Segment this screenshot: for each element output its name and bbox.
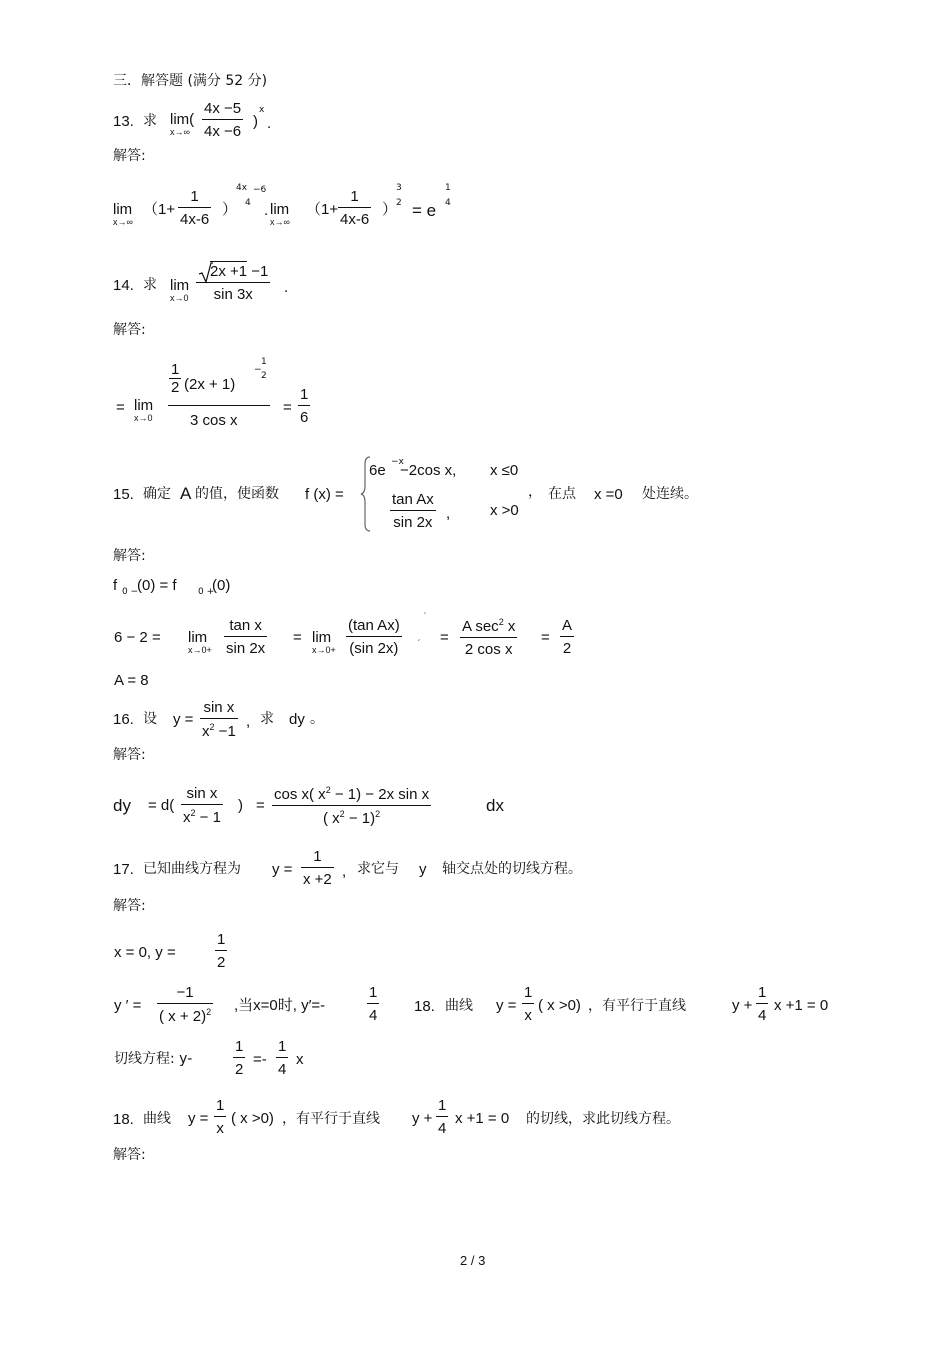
open-paren: （1+	[306, 201, 339, 218]
fraction: 4x −5 4x −6	[204, 100, 242, 140]
exponent: 2	[396, 198, 402, 208]
question-text: 处连续。	[642, 486, 698, 502]
function-name: y =	[496, 997, 517, 1014]
derivative-fraction: −1 ( x + 2)$^2$	[159, 984, 212, 1025]
line-equation: y +	[732, 997, 753, 1014]
question-number: 15.	[113, 486, 134, 503]
fraction: 1 x	[216, 1097, 225, 1137]
answer-label: 解答:	[113, 322, 146, 338]
derivative-fraction: (tan Ax) (sin 2x)	[348, 617, 400, 657]
condition: ( x >0)	[231, 1110, 274, 1127]
section-heading: 三．解答题 (满分 52 分)	[113, 73, 268, 89]
fraction-denominator: 3 cos x	[190, 412, 238, 429]
question-text: ，有平行于直线	[588, 998, 686, 1014]
case-condition: x >0	[490, 502, 519, 519]
exponent: 4	[245, 198, 251, 208]
comma: ,	[246, 713, 251, 730]
answer-label: 解答:	[113, 747, 146, 763]
question-text: 的切线，求此切线方程。	[526, 1111, 680, 1127]
fraction: 1 4	[438, 1097, 447, 1137]
answer-label: 解答:	[113, 898, 146, 914]
question-text: 的值，使函数	[195, 486, 279, 502]
equals-sign: =	[256, 797, 265, 814]
radicand: 2x +1	[210, 263, 248, 280]
function-name: y =	[272, 861, 293, 878]
subscript: 0 +	[198, 587, 215, 597]
half-fraction: 1 2	[171, 361, 180, 396]
differential: dy	[289, 711, 305, 728]
fraction: 1 4x-6	[180, 188, 210, 228]
limit-operator: lim( x→∞	[170, 111, 195, 137]
function-name: y =	[173, 711, 194, 728]
limit-operator: lim x→0+	[188, 629, 212, 655]
question-number: 16.	[113, 711, 134, 728]
period: .	[267, 115, 272, 132]
fraction: sin x $x^2 - 1$	[183, 785, 221, 826]
period: 。	[310, 711, 324, 727]
solution-line: ,当x=0时, y′=-	[234, 997, 326, 1014]
result-fraction: 1 6	[300, 386, 309, 426]
fraction: A $\sec^2 x$ 2 cos x	[462, 617, 516, 658]
solution-line: (0) = f	[137, 577, 177, 594]
question-number: 17.	[113, 861, 134, 878]
line-equation: x +1 = 0	[774, 997, 829, 1014]
exponent: −6	[253, 185, 267, 195]
question-text: 曲线	[445, 998, 473, 1014]
solution-line: x = 0, y =	[114, 944, 176, 961]
fraction: 1 x +2	[303, 848, 332, 888]
limit-operator: lim x→0	[134, 397, 154, 423]
line-equation: y +	[412, 1110, 433, 1127]
prime-mark: ′	[424, 612, 427, 622]
dot-operator: .	[264, 202, 269, 219]
limit-operator: lim x→0	[170, 277, 190, 303]
case-condition: x ≤0	[490, 462, 519, 479]
condition: ( x >0)	[538, 997, 581, 1014]
exponent: 4x	[236, 183, 248, 193]
differential: dy	[113, 796, 131, 815]
parenthesized-term: (2x + 1)	[184, 376, 236, 393]
function-name: y =	[188, 1110, 209, 1127]
equals-sign: =	[116, 399, 125, 416]
comma: ,	[342, 863, 347, 880]
exponent: −	[254, 365, 262, 375]
variable: x	[296, 1051, 304, 1068]
comma: ，	[528, 484, 542, 500]
exponent: 1	[261, 357, 267, 367]
equals-sign: = d(	[148, 797, 175, 814]
limit-operator: lim x→∞	[113, 201, 133, 227]
question-number: 14.	[113, 277, 134, 294]
solution-line: f	[113, 577, 118, 594]
page-number: 2 / 3	[460, 1253, 486, 1268]
fraction: 1 2	[217, 931, 226, 971]
close-paren: )	[238, 797, 243, 814]
exponent: 3	[396, 183, 402, 193]
exponent: 2	[261, 371, 267, 381]
question-text: 求它与	[357, 861, 399, 877]
case-expression: −2cos x,	[400, 462, 457, 479]
limit-operator: lim x→0+	[312, 629, 336, 655]
question-number: 18.	[113, 1111, 134, 1128]
fraction: 1 4	[758, 984, 767, 1024]
question-verb: 求	[143, 277, 157, 293]
question-verb: 设	[143, 711, 157, 727]
question-verb: 求	[260, 711, 274, 727]
solution-line: (0)	[212, 577, 231, 594]
equals-result: = e	[412, 201, 437, 220]
close-paren: ）	[222, 201, 238, 218]
limit-operator: lim x→∞	[270, 201, 290, 227]
question-number: 18.	[414, 998, 435, 1015]
fraction: tan x sin 2x	[226, 617, 266, 657]
exponent: x	[259, 105, 265, 115]
question-text: 轴交点处的切线方程。	[442, 861, 582, 877]
equals-sign: =	[541, 629, 550, 646]
case-fraction: tan Ax sin 2x	[392, 491, 434, 531]
fraction: 2x +1 −1 sin 3x	[196, 264, 270, 302]
equals-sign: =	[293, 629, 302, 646]
solution-line: A = 8	[114, 672, 149, 689]
point-condition: x =0	[594, 486, 623, 503]
fraction: 1 x	[524, 984, 533, 1024]
equals-sign: =	[283, 399, 292, 416]
answer-label: 解答:	[113, 1147, 146, 1163]
question-text: 曲线	[143, 1111, 171, 1127]
solution-line: 切线方程: y-	[114, 1051, 193, 1067]
function-name: f (x) =	[305, 486, 344, 503]
fraction: 1 4	[369, 984, 378, 1024]
prime-mark: ′	[418, 639, 421, 649]
question-text: 确定	[143, 486, 171, 502]
open-paren: （1+	[143, 201, 176, 218]
fraction-bar	[168, 405, 270, 406]
question-verb: 求	[143, 113, 157, 129]
question-text: 已知曲线方程为	[143, 861, 241, 877]
question-number: 13.	[113, 113, 134, 130]
axis-name: y	[419, 861, 427, 878]
differential: dx	[486, 796, 504, 815]
exponent: 1	[445, 183, 451, 193]
period: .	[284, 279, 289, 296]
close-paren: )	[253, 113, 258, 130]
solution-line: 6 − 2 =	[114, 629, 161, 646]
question-text: ，有平行于直线	[282, 1111, 380, 1127]
equals-sign: =-	[253, 1051, 267, 1068]
derivative-fraction: cos x( $x^2 - 1) - 2x$ sin x ( $x^2 - 1)^2$	[274, 785, 430, 827]
fraction: 1 4	[278, 1038, 287, 1078]
result-fraction: A 2	[562, 617, 573, 657]
close-paren: ）	[382, 201, 398, 218]
case-expression: 6e	[369, 462, 386, 479]
line-equation: x +1 = 0	[455, 1110, 510, 1127]
variable-a: A	[180, 484, 192, 503]
exponent: 4	[445, 198, 451, 208]
subscript: 0 −	[122, 587, 139, 597]
equals-sign: =	[440, 629, 449, 646]
answer-label: 解答:	[113, 548, 146, 564]
fraction: 1 4x-6	[340, 188, 370, 228]
question-text: 在点	[548, 486, 576, 502]
comma: ,	[446, 505, 451, 522]
sqrt-icon	[199, 262, 213, 284]
exponent: −x	[391, 457, 404, 467]
derivative: y ′ =	[114, 997, 142, 1014]
fraction: 1 2	[235, 1038, 244, 1078]
answer-label: 解答:	[113, 148, 146, 164]
fraction: sin x $x^2 -1$	[202, 699, 236, 740]
